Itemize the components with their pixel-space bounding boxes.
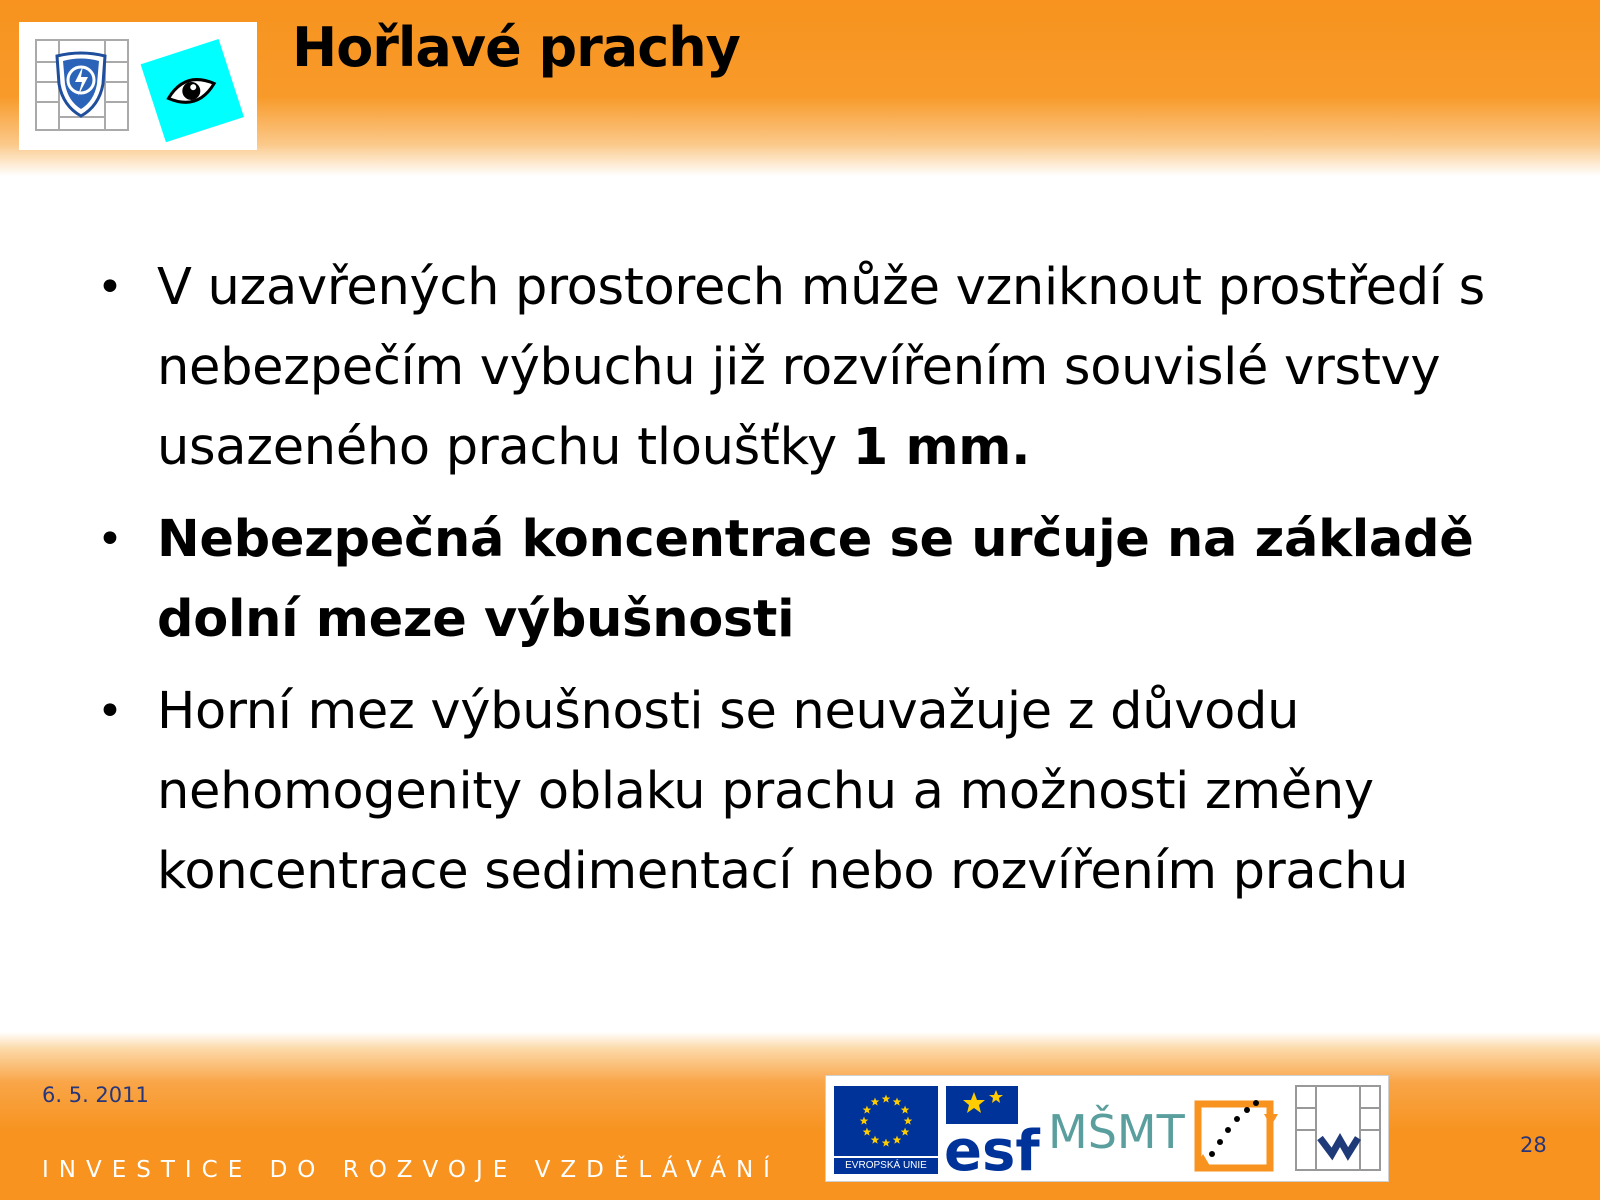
bullet-list — [95, 248, 1575, 924]
bullet-text-bold: 1 mm. — [852, 418, 1031, 477]
funding-logos-strip — [825, 1075, 1389, 1182]
fire-safety-shield-icon — [57, 53, 105, 116]
esf-logo-icon — [944, 1086, 1040, 1178]
eye-icon — [141, 39, 244, 142]
bullet-text: Nebezpečná koncentrace se určuje na základě dolní meze výbušnosti — [157, 510, 1474, 649]
bullet-item — [95, 248, 1575, 488]
esf-text: esf — [944, 1119, 1040, 1178]
eu-star — [893, 1136, 902, 1144]
funding-logos — [944, 1078, 1384, 1178]
eu-star — [863, 1106, 872, 1114]
msmt-logo-icon — [1048, 1104, 1186, 1159]
header-logos — [19, 22, 257, 150]
eu-label: EVROPSKÁ UNIE — [834, 1158, 938, 1174]
slide-title: Hořlavé prachy — [292, 16, 740, 79]
eu-star — [893, 1097, 902, 1105]
bullet-marker: • — [97, 686, 123, 737]
eu-flag-icon — [834, 1086, 938, 1156]
bullet-marker: • — [97, 262, 123, 313]
bullet-text-regular: V uzavřených prostorech může vzniknout prostředí s nebezpečím výbuchu již rozvířením souvislé vrstvy usazeného prachu tloušťky — [157, 258, 1485, 477]
eu-star — [871, 1136, 880, 1144]
slide-header — [0, 0, 1600, 176]
page-number: 28 — [1520, 1133, 1547, 1157]
footer-tagline: INVESTICE DO ROZVOJE VZDĚLÁVÁNÍ — [42, 1157, 780, 1183]
bullet-marker: • — [97, 514, 123, 565]
faculty-logo-icon — [1296, 1086, 1380, 1170]
slide-date: 6. 5. 2011 — [42, 1083, 149, 1107]
msmt-text: MŠMT — [1048, 1105, 1185, 1159]
eu-star — [901, 1128, 910, 1136]
header-logo-box — [19, 22, 257, 150]
op-vk-logo-icon — [1196, 1100, 1278, 1168]
bullet-item — [95, 500, 1575, 660]
eu-star — [860, 1117, 869, 1125]
eu-star — [901, 1106, 910, 1114]
eu-star — [904, 1117, 913, 1125]
bullet-text: Horní mez výbušnosti se neuvažuje z důvodu nehomogenity oblaku prachu a možnosti změny koncentrace sedimentací nebo rozvířením prachu — [157, 682, 1409, 901]
eu-star — [863, 1128, 872, 1136]
eu-star — [882, 1139, 891, 1147]
eu-star — [882, 1095, 891, 1103]
bullet-text — [157, 248, 1575, 488]
bullet-item — [95, 672, 1575, 912]
eu-star — [871, 1097, 880, 1105]
